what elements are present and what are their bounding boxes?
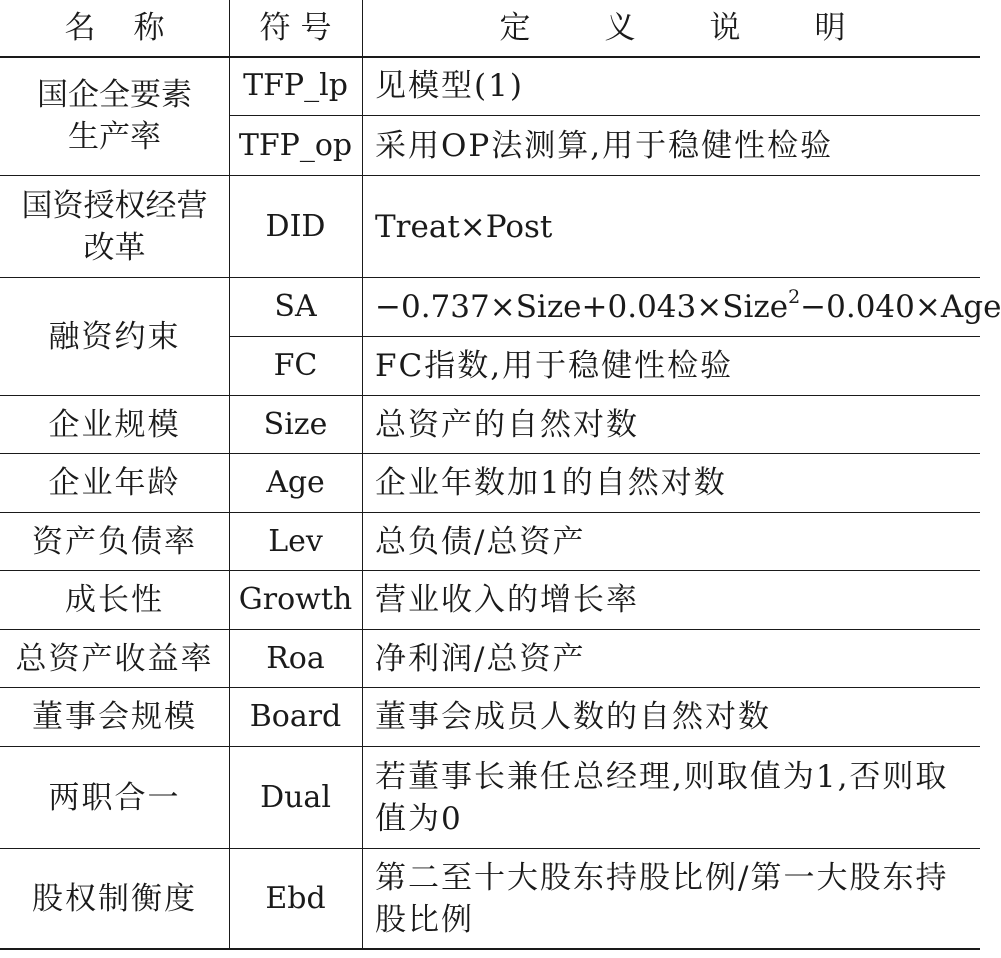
- row-symbol-text: FC: [273, 348, 318, 383]
- row-definition-text: FC指数,用于稳健性检验: [375, 348, 734, 384]
- row-name-text: 融资约束: [48, 318, 181, 355]
- row-name: [0, 278, 229, 395]
- row-definition: [362, 337, 980, 395]
- row-symbol-text: Ebd: [265, 880, 326, 916]
- row-definition-text: 第二至十大股东持股比例/第一大股东持股比例: [375, 859, 949, 938]
- row-definition: [362, 454, 980, 512]
- row-symbol-text: SA: [274, 289, 317, 324]
- row-name: [0, 57, 229, 175]
- row-symbol-text: Growth: [238, 582, 353, 617]
- row-definition: [362, 57, 980, 115]
- sa-formula-part1: −0.737×Size+0.043×Size: [375, 289, 789, 325]
- row-name: [0, 571, 229, 629]
- row-definition: [362, 688, 980, 746]
- row-symbol-text: Dual: [260, 779, 331, 815]
- header-name-text: 名称: [64, 10, 203, 46]
- row-name: [0, 688, 229, 746]
- row-symbol-text: DID: [265, 208, 326, 244]
- row-symbol: [229, 278, 362, 336]
- row-definition: [362, 513, 980, 570]
- row-symbol-text: Age: [266, 465, 325, 500]
- row-definition: [362, 116, 980, 175]
- row-definition: [362, 571, 980, 629]
- row-symbol: [229, 849, 362, 948]
- row-name: [0, 396, 229, 453]
- header-symbol-text: 符号: [259, 10, 342, 46]
- row-name-text: 国资授权经营改革: [21, 187, 208, 266]
- row-symbol: [229, 630, 362, 687]
- row-symbol: [229, 688, 362, 746]
- row-definition-text: 企业年数加1的自然对数: [375, 465, 727, 501]
- row-symbol-text: TFP_op: [238, 127, 353, 163]
- row-definition: [362, 747, 980, 848]
- row-definition-text: 营业收入的增长率: [375, 582, 639, 618]
- sa-formula: [375, 286, 1001, 328]
- row-definition-text: 若董事长兼任总经理,则取值为1,否则取值为0: [375, 758, 949, 837]
- row-symbol-text: Size: [263, 406, 328, 442]
- row-definition: [362, 176, 980, 277]
- sa-formula-exponent: 2: [788, 285, 801, 308]
- row-definition: [362, 396, 980, 453]
- row-symbol: [229, 454, 362, 512]
- row-name-text: 国企全要素生产率: [37, 77, 192, 155]
- header-name: [0, 0, 229, 56]
- row-symbol: [229, 176, 362, 277]
- row-name: [0, 176, 229, 277]
- header-definition-text: 定义说明: [499, 10, 920, 46]
- row-definition-text: Treat×Post: [375, 208, 553, 245]
- row-symbol: [229, 116, 362, 175]
- bottom-rule: [0, 948, 980, 950]
- row-definition: [362, 630, 980, 687]
- row-name-text: 董事会规模: [32, 699, 197, 735]
- row-name-text: 两职合一: [48, 779, 181, 816]
- row-symbol: [229, 396, 362, 453]
- row-symbol-text: TFP_lp: [243, 68, 348, 103]
- row-definition-text: 净利润/总资产: [375, 640, 586, 677]
- row-definition: [362, 278, 1001, 336]
- row-symbol-text: Roa: [266, 640, 325, 676]
- row-symbol: [229, 57, 362, 115]
- row-definition: [362, 849, 980, 948]
- row-symbol: [229, 747, 362, 848]
- row-definition-text: 总资产的自然对数: [375, 406, 639, 443]
- row-definition-text: 董事会成员人数的自然对数: [375, 699, 771, 735]
- header-symbol: [229, 0, 362, 56]
- row-name: [0, 849, 229, 948]
- row-symbol: [229, 571, 362, 629]
- row-name: [0, 747, 229, 848]
- row-definition-text: 见模型(1): [375, 68, 524, 104]
- row-name-text: 企业年龄: [48, 465, 181, 501]
- header-definition: [362, 0, 980, 56]
- row-name: [0, 513, 229, 570]
- row-name: [0, 454, 229, 512]
- row-name: [0, 630, 229, 687]
- row-name-text: 企业规模: [48, 406, 181, 443]
- row-name-text: 总资产收益率: [15, 640, 214, 677]
- row-symbol-text: Board: [249, 699, 342, 734]
- row-name-text: 股权制衡度: [32, 880, 197, 917]
- row-definition-text: 总负债/总资产: [375, 523, 586, 560]
- sa-formula-part2: −0.040×Age: [800, 289, 1001, 325]
- row-name-text: 资产负债率: [32, 523, 197, 560]
- row-symbol-text: Lev: [268, 523, 323, 559]
- row-symbol: [229, 337, 362, 395]
- row-definition-text: 采用OP法测算,用于稳健性检验: [375, 127, 834, 164]
- row-symbol: [229, 513, 362, 570]
- row-name-text: 成长性: [65, 582, 164, 618]
